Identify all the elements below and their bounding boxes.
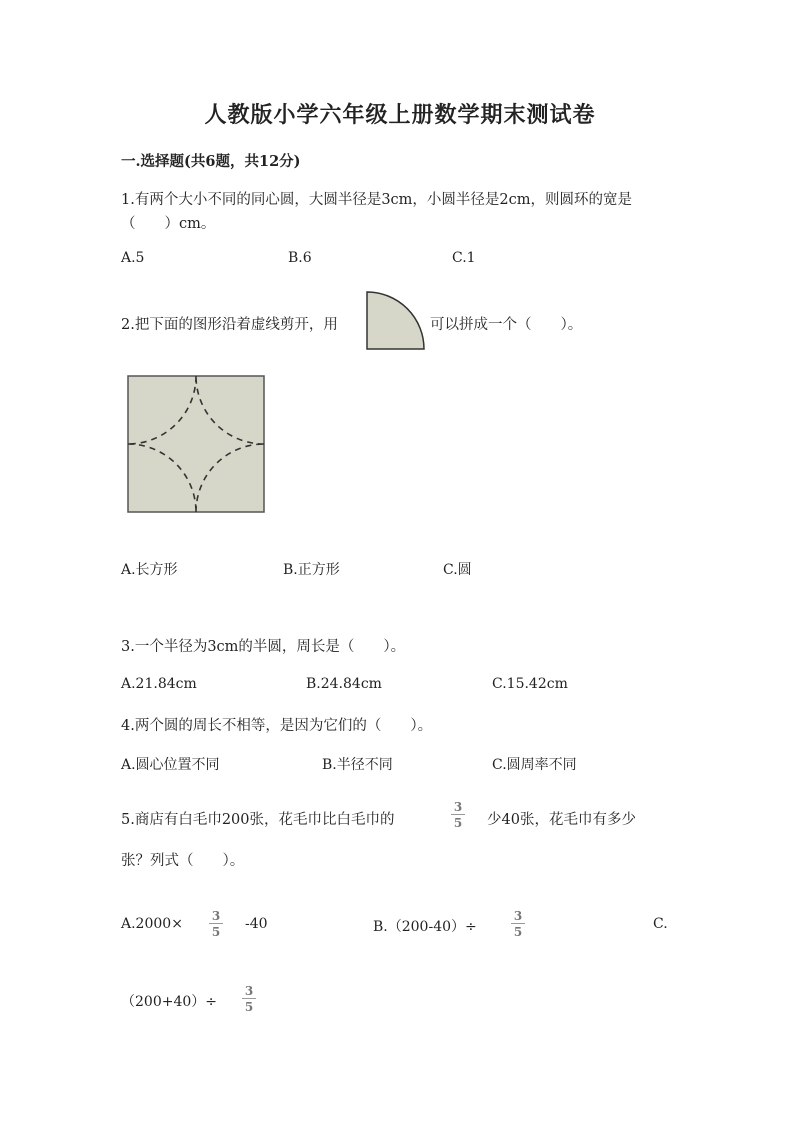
question-2-text-before: 2.把下面的图形沿着虚线剪开，用 (121, 317, 338, 333)
fraction-three-fifths (451, 801, 465, 829)
question-1-line-1: 1.有两个大小不同的同心圆，大圆半径是3cm，小圆半径是2cm，则圆环的宽是 (121, 192, 633, 208)
fraction-numerator: 3 (511, 910, 525, 924)
question-1-option-c: C.1 (452, 250, 476, 266)
question-1-option-a: A.5 (121, 250, 145, 266)
question-2-option-b: B.正方形 (283, 562, 340, 578)
square-dashed-cut-figure (127, 375, 267, 515)
question-1-line-2: （ ）cm。 (121, 216, 216, 232)
page-title: 人教版小学六年级上册数学期末测试卷 (204, 102, 596, 128)
fraction-numerator: 3 (209, 910, 223, 924)
fraction-numerator: 3 (451, 801, 465, 815)
question-5-line-2: 张？列式（ ）。 (121, 853, 245, 869)
question-5-option-c: （200+40）÷ (121, 994, 217, 1010)
question-5-option-c-label: C. (653, 916, 668, 932)
question-2-text-after: 可以拼成一个（ ）。 (430, 317, 583, 333)
question-1-option-b: B.6 (288, 250, 312, 266)
fraction-three-fifths (511, 910, 525, 938)
question-4-option-a: A.圆心位置不同 (121, 757, 220, 773)
fraction-denominator: 5 (453, 816, 463, 830)
fraction-denominator: 5 (211, 925, 221, 939)
question-5-text-a: 5.商店有白毛巾200张，花毛巾比白毛巾的 (121, 812, 395, 828)
section-heading: 一.选择题(共6题，共12分) (121, 153, 301, 170)
quarter-circle-figure (365, 290, 427, 352)
question-5-option-a-part-1: A.2000× (121, 916, 183, 932)
fraction-numerator: 3 (242, 985, 256, 999)
question-5-option-b: B.（200-40）÷ (373, 919, 477, 935)
fraction-three-fifths (242, 985, 256, 1013)
question-3-text: 3.一个半径为3cm的半圆，周长是（ ）。 (121, 639, 406, 655)
fraction-denominator: 5 (244, 1000, 254, 1014)
question-4-option-b: B.半径不同 (322, 757, 393, 773)
question-5-option-a-part-2: -40 (245, 916, 268, 932)
question-4-option-c: C.圆周率不同 (492, 757, 577, 773)
question-2-option-c: C.圆 (443, 562, 472, 578)
question-2-option-a: A.长方形 (121, 562, 178, 578)
question-5-text-b: 少40张，花毛巾有多少 (487, 812, 636, 828)
fraction-three-fifths (209, 910, 223, 938)
question-4-text: 4.两个圆的周长不相等，是因为它们的（ ）。 (121, 718, 433, 734)
question-3-option-b: B.24.84cm (306, 676, 382, 692)
question-3-option-c: C.15.42cm (492, 676, 568, 692)
question-3-option-a: A.21.84cm (121, 676, 197, 692)
fraction-denominator: 5 (513, 925, 523, 939)
